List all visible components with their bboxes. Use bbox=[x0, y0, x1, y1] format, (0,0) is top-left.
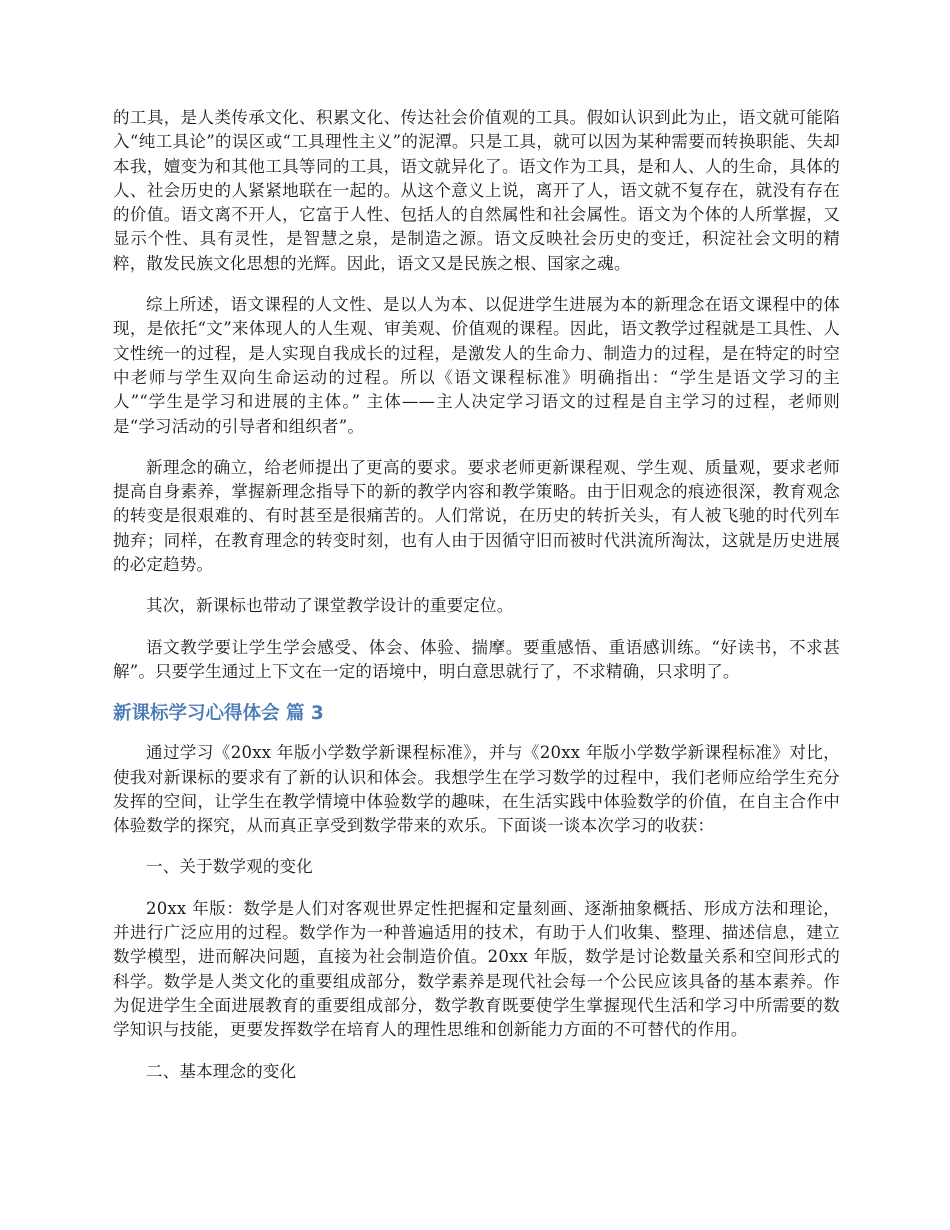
paragraph: 综上所述，语文课程的人文性、是以人为本、以促进学生进展为本的新理念在语文课程中的体现，是依托“文”来体现人的人生观、审美观、价值观的课程。因此，语文教学过程就是工具性、人文性统一的过程，是人实现自我成长的过程，是激发人的生命力、制造力的过程，是在特定的时空中老师与学生双向生命运动的过程。所以《语文课程标准》明确指出：“学生是语文学习的主人”“学生是学习和进展的主体。” 主体——主人决定学习语文的过程是自主学习的过程，老师则是“学习活动的引导者和组织者”。 bbox=[113, 295, 840, 436]
paragraph: 新理念的确立，给老师提出了更高的要求。要求老师更新课程观、学生观、质量观，要求老师提高自身素养，掌握新理念指导下的新的教学内容和教学策略。由于旧观念的痕迹很深，教育观念的转变是很艰难的、有时甚至是很痛苦的。人们常说，在历史的转折关头，有人被飞驰的时代列车抛弃；同样，在教育理念的转变时刻，也有人由于因循守旧而被时代洪流所淘汰，这就是历史进展的必定趋势。 bbox=[113, 457, 840, 575]
paragraph: 20xx 年版：数学是人们对客观世界定性把握和定量刻画、逐渐抽象概括、形成方法和理论，并进行广泛应用的过程。数学作为一种普遍适用的技术，有助于人们收集、整理、描述信息，建立数学模型，进而解决问题，直接为社会制造价值。20xx 年版，数学是讨论数量关系和空间形式的科学。数学是人类文化的重要组成部分，数学素养是现代社会每一个公民应该具备的基本素养。作为促进学生全面进展教育的重要组成部分，数学教育既要使学生掌握现代生活和学习中所需要的数学知识与技能，更要发挥数学在培育人的理性思维和创新能力方面的不可替代的作用。 bbox=[113, 898, 840, 1040]
paragraph: 的工具，是人类传承文化、积累文化、传达社会价值观的工具。假如认识到此为止，语文就可能陷入“纯工具论”的误区或“工具理性主义”的泥潭。只是工具，就可以因为某种需要而转换职能、失却本我，嬗变为和其他工具等同的工具，语文就异化了。语文作为工具，是和人、人的生命，具体的人、社会历史的人紧紧地联在一起的。从这个意义上说，离开了人，语文就不复存在，就没有存在的价值。语文离不开人，它富于人性、包括人的自然属性和社会属性。语文为个体的人所掌握，又显示个性、具有灵性，是智慧之泉，是制造之源。语文反映社会历史的变迁，积淀社会文明的精粹，散发民族文化思想的光辉。因此，语文又是民族之根、国家之魂。 bbox=[113, 108, 840, 273]
document-page bbox=[113, 106, 840, 1101]
paragraph: 其次，新课标也带动了课堂教学设计的重要定位。 bbox=[146, 596, 514, 616]
subheading: 二、基本理念的变化 bbox=[146, 1061, 297, 1081]
subheading: 一、关于数学观的变化 bbox=[146, 857, 313, 877]
paragraph: 通过学习《20xx 年版小学数学新课程标准》，并与《20xx 年版小学数学新课程标准》对比，使我对新课标的要求有了新的认识和体会。我想学生在学习数学的过程中，我们老师应给学生充分发挥的空间，让学生在教学情境中体验数学的趣味，在生活实践中体验数学的价值，在自主合作中体验数学的探究，从而真正享受到数学带来的欢乐。下面谈一谈本次学习的收获： bbox=[113, 743, 840, 836]
section-heading: 新课标学习心得体会 篇 3 bbox=[113, 703, 324, 725]
paragraph: 语文教学要让学生学会感受、体会、体验、揣摩。要重感悟、重语感训练。“好读书，不求甚解”。只要学生通过上下文在一定的语境中，明白意思就行了，不求精确，只求明了。 bbox=[113, 637, 840, 681]
